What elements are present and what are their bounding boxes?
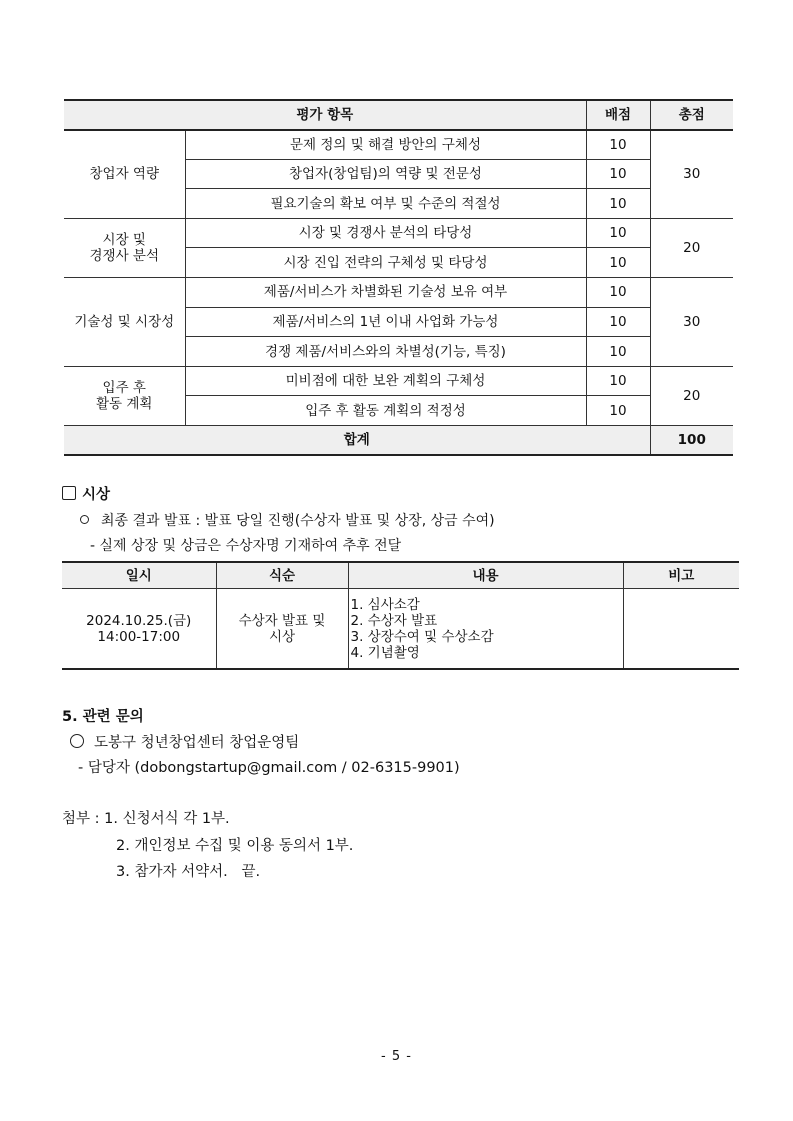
header-content: 내용	[348, 562, 623, 589]
page-number: - 5 -	[381, 1049, 412, 1064]
score-cell: 10	[586, 189, 650, 219]
header-remarks: 비고	[623, 562, 739, 589]
category-label-line-1: 입주 후	[102, 379, 146, 396]
score-cell: 10	[586, 366, 650, 396]
criterion-cell: 경쟁 제품/서비스와의 차별성(기능, 특징)	[185, 337, 586, 367]
award-schedule-table	[62, 561, 739, 670]
criterion-cell: 제품/서비스의 1년 이내 사업화 가능성	[185, 307, 586, 337]
evaluation-table	[64, 99, 733, 456]
attachment-item: 3. 참가자 서약서. 끝.	[116, 864, 261, 880]
criterion-cell: 시장 및 경쟁사 분석의 타당성	[185, 218, 586, 248]
criterion-cell: 필요기술의 확보 여부 및 수준의 적절성	[185, 189, 586, 219]
criterion-cell: 입주 후 활동 계획의 적정성	[185, 396, 586, 426]
table-row	[62, 589, 739, 670]
award-table-header	[62, 562, 739, 589]
category-label: 창업자 역량	[89, 166, 159, 183]
content-line-3: 3. 상장수여 및 수상소감	[350, 628, 494, 645]
attachment-item: 2. 개인정보 수집 및 이용 동의서 1부.	[116, 838, 354, 854]
total-cell: 30	[650, 130, 733, 219]
total-cell: 30	[650, 278, 733, 367]
criterion-cell: 문제 정의 및 해결 방안의 구체성	[185, 130, 586, 160]
evaluation-table-header	[64, 100, 733, 130]
ceremony-cell	[216, 589, 348, 670]
score-cell: 10	[586, 396, 650, 426]
score-cell: 10	[586, 159, 650, 189]
criterion-cell: 미비점에 대한 보완 계획의 구체성	[185, 366, 586, 396]
content-cell	[348, 589, 623, 670]
ceremony-line-1: 수상자 발표 및	[238, 612, 326, 629]
sum-label: 합계	[64, 426, 650, 456]
attachment-line-1	[62, 807, 230, 828]
score-cell: 10	[586, 337, 650, 367]
category-cell	[64, 366, 185, 425]
attachment-label: 첨부 :	[62, 811, 105, 827]
attachment-item: 1. 신청서식 각 1부.	[104, 811, 230, 827]
award-bullet	[80, 510, 495, 530]
inquiry-title: 5. 관련 문의	[62, 709, 144, 725]
criterion-cell: 창업자(창업팀)의 역량 및 전문성	[185, 159, 586, 189]
category-cell	[64, 218, 185, 277]
inquiry-team	[70, 731, 299, 752]
header-total: 총점	[650, 100, 733, 130]
category-cell	[64, 130, 185, 219]
score-cell: 10	[586, 218, 650, 248]
total-cell: 20	[650, 366, 733, 425]
remarks-cell	[623, 589, 739, 670]
header-evaluation-item: 평가 항목	[64, 100, 586, 130]
category-label-line-2: 활동 계획	[96, 395, 153, 412]
award-title-text: 시상	[82, 487, 111, 503]
table-row	[64, 278, 733, 308]
evaluation-table-footer	[64, 426, 733, 456]
sum-total: 100	[650, 426, 733, 456]
score-cell: 10	[586, 278, 650, 308]
award-section-title	[62, 483, 110, 504]
ceremony-line-2: 시상	[268, 628, 296, 645]
date-line-1: 2024.10.25.(금)	[86, 612, 192, 629]
table-row	[64, 366, 733, 396]
score-cell: 10	[586, 130, 650, 160]
category-cell	[64, 278, 185, 367]
award-bullet-text: 최종 결과 발표 : 발표 당일 진행(수상자 발표 및 상장, 상금 수여)	[101, 513, 495, 529]
content-line-4: 4. 기념촬영	[350, 644, 420, 661]
content-line-2: 2. 수상자 발표	[350, 612, 438, 629]
award-note: - 실제 상장 및 상금은 수상자명 기재하여 추후 전달	[90, 538, 402, 554]
total-cell: 20	[650, 218, 733, 277]
category-label-line-1: 시장 및	[102, 231, 146, 248]
date-cell	[62, 589, 216, 670]
score-cell: 10	[586, 307, 650, 337]
header-ceremony: 식순	[216, 562, 348, 589]
table-row	[64, 130, 733, 160]
header-date: 일시	[62, 562, 216, 589]
date-line-2: 14:00-17:00	[97, 628, 181, 645]
category-label-line-2: 경쟁사 분석	[89, 247, 159, 264]
criterion-cell: 시장 진입 전략의 구체성 및 타당성	[185, 248, 586, 278]
score-cell: 10	[586, 248, 650, 278]
category-label: 기술성 및 시장성	[74, 313, 175, 330]
inquiry-team-text: 도봉구 청년창업센터 창업운영팀	[94, 735, 300, 751]
content-line-1: 1. 심사소감	[350, 596, 420, 613]
inquiry-contact: - 담당자 (dobongstartup@gmail.com / 02-6315-9901)	[78, 760, 460, 776]
header-score: 배점	[586, 100, 650, 130]
bullet-circle-icon	[80, 515, 89, 524]
table-row	[64, 218, 733, 248]
criterion-cell: 제품/서비스가 차별화된 기술성 보유 여부	[185, 278, 586, 308]
checkbox-icon	[62, 486, 76, 500]
bullet-circle-icon	[70, 734, 84, 748]
